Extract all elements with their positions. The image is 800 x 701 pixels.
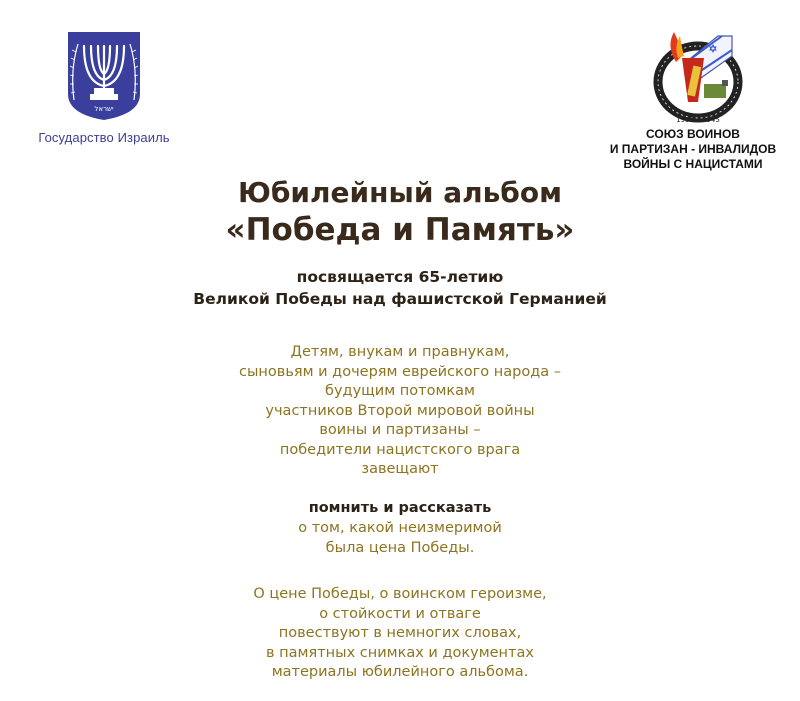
union-caption-line: СОЮЗ ВОИНОВ (646, 127, 740, 141)
dedication-paragraph-3 (0, 585, 800, 683)
paragraph-line: о том, какой неизмеримой (298, 520, 502, 536)
veterans-union-caption (598, 127, 788, 172)
paragraph-line: материалы юбилейного альбома. (271, 664, 529, 680)
paragraph-line: была цена Победы. (325, 539, 475, 556)
subtitle-line: Великой Победы над фашистской Германией (193, 290, 607, 308)
paragraph-line: будущим потомкам (325, 383, 475, 399)
paragraph-line: участников Второй мировой войны (265, 402, 535, 419)
emblem-lettering: 1939 – 1945 (676, 116, 720, 124)
paragraph-line: о стойкости и отваге (319, 605, 481, 622)
menorah-emblem-icon (64, 30, 144, 122)
veterans-union-emblem-icon (652, 22, 744, 128)
state-of-israel-caption: Государство Израиль (38, 130, 170, 145)
paragraph-line: сыновьям и дочерям еврейского народа – (239, 363, 561, 380)
paragraph-line: воины и партизаны – (319, 422, 481, 438)
subtitle-line: посвящается 65-летию (296, 268, 504, 286)
paragraph-line: в памятных снимках и документах (266, 644, 534, 661)
paragraph-line: Детям, внукам и правнукам, (290, 344, 510, 360)
album-title-line1: Юбилейный альбом (238, 176, 562, 209)
album-title-line2: «Победа и Память» (225, 212, 575, 248)
paragraph-line: победители нацистского врага (279, 441, 521, 458)
emblem-lettering: ישראל (94, 105, 114, 113)
dedication-subtitle (0, 266, 800, 310)
paragraph-line: завещают (361, 461, 439, 477)
paragraph-line: О цене Победы, о воинском героизме, (253, 586, 547, 602)
union-caption-line: И ПАРТИЗАН - ИНВАЛИДОВ (609, 142, 777, 156)
remember-and-tell-heading: помнить и рассказать (308, 500, 492, 516)
dedication-paragraph-1 (0, 343, 800, 480)
paragraph-line: повествуют в немногих словах, (278, 625, 522, 641)
union-caption-line: ВОЙНЫ С НАЦИСТАМИ (623, 157, 763, 171)
dedication-paragraph-2 (0, 519, 800, 558)
